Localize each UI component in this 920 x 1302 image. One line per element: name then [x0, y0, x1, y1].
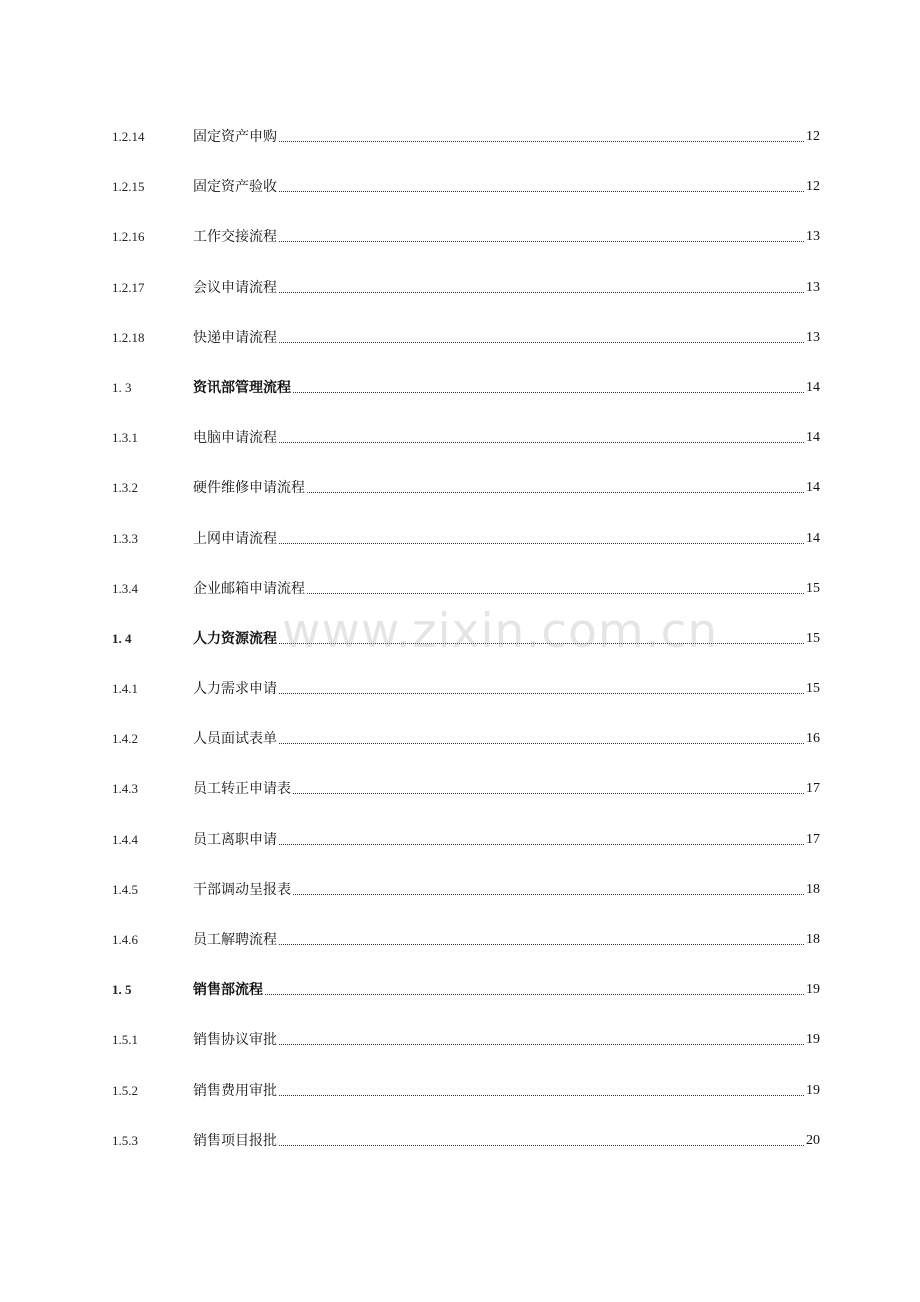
toc-entry[interactable]	[112, 1080, 820, 1130]
toc-entry-number: 1.3.3	[112, 530, 138, 546]
toc-entry-number: 1.5.3	[112, 1132, 138, 1148]
toc-entry[interactable]	[112, 678, 820, 728]
toc-entry-title: 销售部流程	[193, 982, 263, 999]
toc-entry-number: 1.4.4	[112, 831, 138, 847]
toc-dot-leader	[293, 893, 804, 895]
toc-dot-leader	[279, 140, 804, 142]
toc-entry-page: 12	[806, 179, 820, 195]
toc-entry-number: 1.4.3	[112, 781, 138, 797]
toc-entry-number: 1.4.2	[112, 731, 138, 747]
toc-entry[interactable]	[112, 126, 820, 176]
toc-entry-body	[193, 528, 820, 550]
toc-entry-body	[193, 226, 820, 248]
toc-entry-number: 1. 4	[112, 630, 132, 646]
toc-entry-body	[193, 728, 820, 750]
toc-entry-title: 销售协议审批	[193, 1032, 277, 1049]
toc-dot-leader	[279, 441, 804, 443]
toc-entry-number: 1.2.15	[112, 179, 145, 195]
toc-entry[interactable]	[112, 829, 820, 879]
toc-dot-leader	[279, 1094, 804, 1096]
toc-entry-page: 14	[806, 379, 820, 395]
toc-entry-page: 19	[806, 982, 820, 998]
toc-entry[interactable]	[112, 277, 820, 327]
toc-entry-number: 1. 3	[112, 379, 132, 395]
toc-entry-body	[193, 1029, 820, 1051]
toc-entry[interactable]	[112, 176, 820, 226]
toc-entry-page: 15	[806, 630, 820, 646]
toc-dot-leader	[279, 341, 804, 343]
toc-entry[interactable]	[112, 528, 820, 578]
toc-entry-title: 固定资产验收	[193, 179, 277, 196]
toc-entry-page: 12	[806, 129, 820, 144]
toc-entry-body	[193, 427, 820, 449]
toc-entry-number: 1. 5	[112, 982, 132, 998]
toc-entry[interactable]	[112, 1130, 820, 1180]
toc-entry-number: 1.3.4	[112, 580, 138, 596]
toc-entry-title: 硬件维修申请流程	[193, 480, 305, 497]
toc-entry-body	[193, 176, 820, 198]
toc-entry-number: 1.4.5	[112, 881, 138, 897]
toc-entry-title: 人力需求申请	[193, 681, 277, 698]
toc-entry-title: 人力资源流程	[193, 630, 277, 647]
toc-entry-page: 13	[806, 329, 820, 345]
toc-entry-page: 17	[806, 831, 820, 847]
toc-entry-body	[193, 979, 820, 1001]
toc-entry-title: 员工离职申请	[193, 831, 277, 848]
toc-entry-title: 电脑申请流程	[193, 430, 277, 447]
toc-entry[interactable]	[112, 477, 820, 527]
toc-entry-number: 1.2.18	[112, 329, 145, 345]
toc-dot-leader	[279, 742, 804, 744]
toc-dot-leader	[293, 792, 804, 794]
toc-entry-title: 销售费用审批	[193, 1082, 277, 1099]
toc-entry-number: 1.4.1	[112, 681, 138, 697]
toc-entry-body	[193, 879, 820, 901]
toc-entry-body	[193, 377, 820, 399]
toc-entry-page: 17	[806, 781, 820, 797]
toc-entry-title: 员工解聘流程	[193, 932, 277, 948]
toc-entry-body	[193, 778, 820, 800]
toc-entry-title: 固定资产申购	[193, 129, 277, 145]
toc-entry-page: 15	[806, 681, 820, 697]
toc-entry-page: 20	[806, 1132, 820, 1148]
toc-entry-title: 干部调动呈报表	[193, 881, 291, 898]
toc-entry-number: 1.2.16	[112, 229, 145, 245]
toc-entry-title: 人员面试表单	[193, 731, 277, 748]
toc-dot-leader	[293, 391, 804, 393]
toc-entry[interactable]	[112, 979, 820, 1029]
toc-entry-page: 18	[806, 932, 820, 947]
toc-dot-leader	[279, 1043, 804, 1045]
toc-entry-number: 1.5.2	[112, 1082, 138, 1098]
toc-entry-title: 资讯部管理流程	[193, 379, 291, 396]
toc-entry-page: 15	[806, 580, 820, 596]
toc-entry-page: 13	[806, 229, 820, 245]
table-of-contents	[112, 126, 820, 1180]
toc-entry[interactable]	[112, 1029, 820, 1079]
toc-entry-title: 企业邮箱申请流程	[193, 580, 305, 597]
toc-entry-page: 16	[806, 731, 820, 747]
toc-entry-body	[193, 678, 820, 700]
toc-entry[interactable]	[112, 377, 820, 427]
toc-entry-number: 1.2.14	[112, 129, 145, 144]
toc-entry[interactable]	[112, 327, 820, 377]
toc-entry-number: 1.2.17	[112, 279, 145, 295]
toc-entry-body	[193, 126, 820, 148]
toc-dot-leader	[279, 190, 804, 192]
toc-entry-page: 18	[806, 881, 820, 897]
toc-entry-body	[193, 477, 820, 499]
toc-entry-body	[193, 277, 820, 299]
toc-dot-leader	[265, 993, 804, 995]
toc-entry-number: 1.4.6	[112, 932, 138, 947]
toc-entry-page: 14	[806, 530, 820, 546]
toc-entry-body	[193, 1130, 820, 1152]
toc-entry-body	[193, 929, 820, 951]
toc-entry[interactable]	[112, 929, 820, 979]
toc-entry[interactable]	[112, 226, 820, 276]
toc-dot-leader	[279, 542, 804, 544]
toc-entry-page: 14	[806, 480, 820, 496]
toc-entry[interactable]	[112, 778, 820, 828]
toc-entry-title: 员工转正申请表	[193, 781, 291, 798]
toc-dot-leader	[307, 491, 804, 493]
toc-dot-leader	[279, 1144, 804, 1146]
toc-entry[interactable]	[112, 427, 820, 477]
toc-entry-page: 13	[806, 279, 820, 295]
toc-entry-page: 19	[806, 1032, 820, 1048]
toc-entry-title: 快递申请流程	[193, 329, 277, 346]
toc-dot-leader	[279, 240, 804, 242]
toc-entry-page: 19	[806, 1082, 820, 1098]
toc-entry[interactable]	[112, 879, 820, 929]
toc-entry-title: 上网申请流程	[193, 530, 277, 547]
toc-entry[interactable]	[112, 578, 820, 628]
toc-entry-body	[193, 327, 820, 349]
toc-dot-leader	[307, 592, 804, 594]
toc-entry-number: 1.5.1	[112, 1032, 138, 1048]
toc-dot-leader	[279, 692, 804, 694]
toc-entry[interactable]	[112, 728, 820, 778]
toc-dot-leader	[279, 843, 804, 845]
toc-entry-number: 1.3.2	[112, 480, 138, 496]
toc-entry-page: 14	[806, 430, 820, 446]
toc-dot-leader	[279, 943, 804, 945]
toc-dot-leader	[279, 291, 804, 293]
toc-entry-title: 销售项目报批	[193, 1132, 277, 1149]
toc-entry-title: 工作交接流程	[193, 229, 277, 246]
toc-entry-body	[193, 578, 820, 600]
toc-entry-title: 会议申请流程	[193, 279, 277, 296]
toc-entry[interactable]	[112, 628, 820, 678]
toc-entry-body	[193, 829, 820, 851]
toc-entry-number: 1.3.1	[112, 430, 138, 446]
toc-entry-body	[193, 1080, 820, 1102]
watermark: www.zixin.com.cn	[282, 604, 719, 659]
toc-dot-leader	[279, 642, 804, 644]
toc-entry-body	[193, 628, 820, 650]
